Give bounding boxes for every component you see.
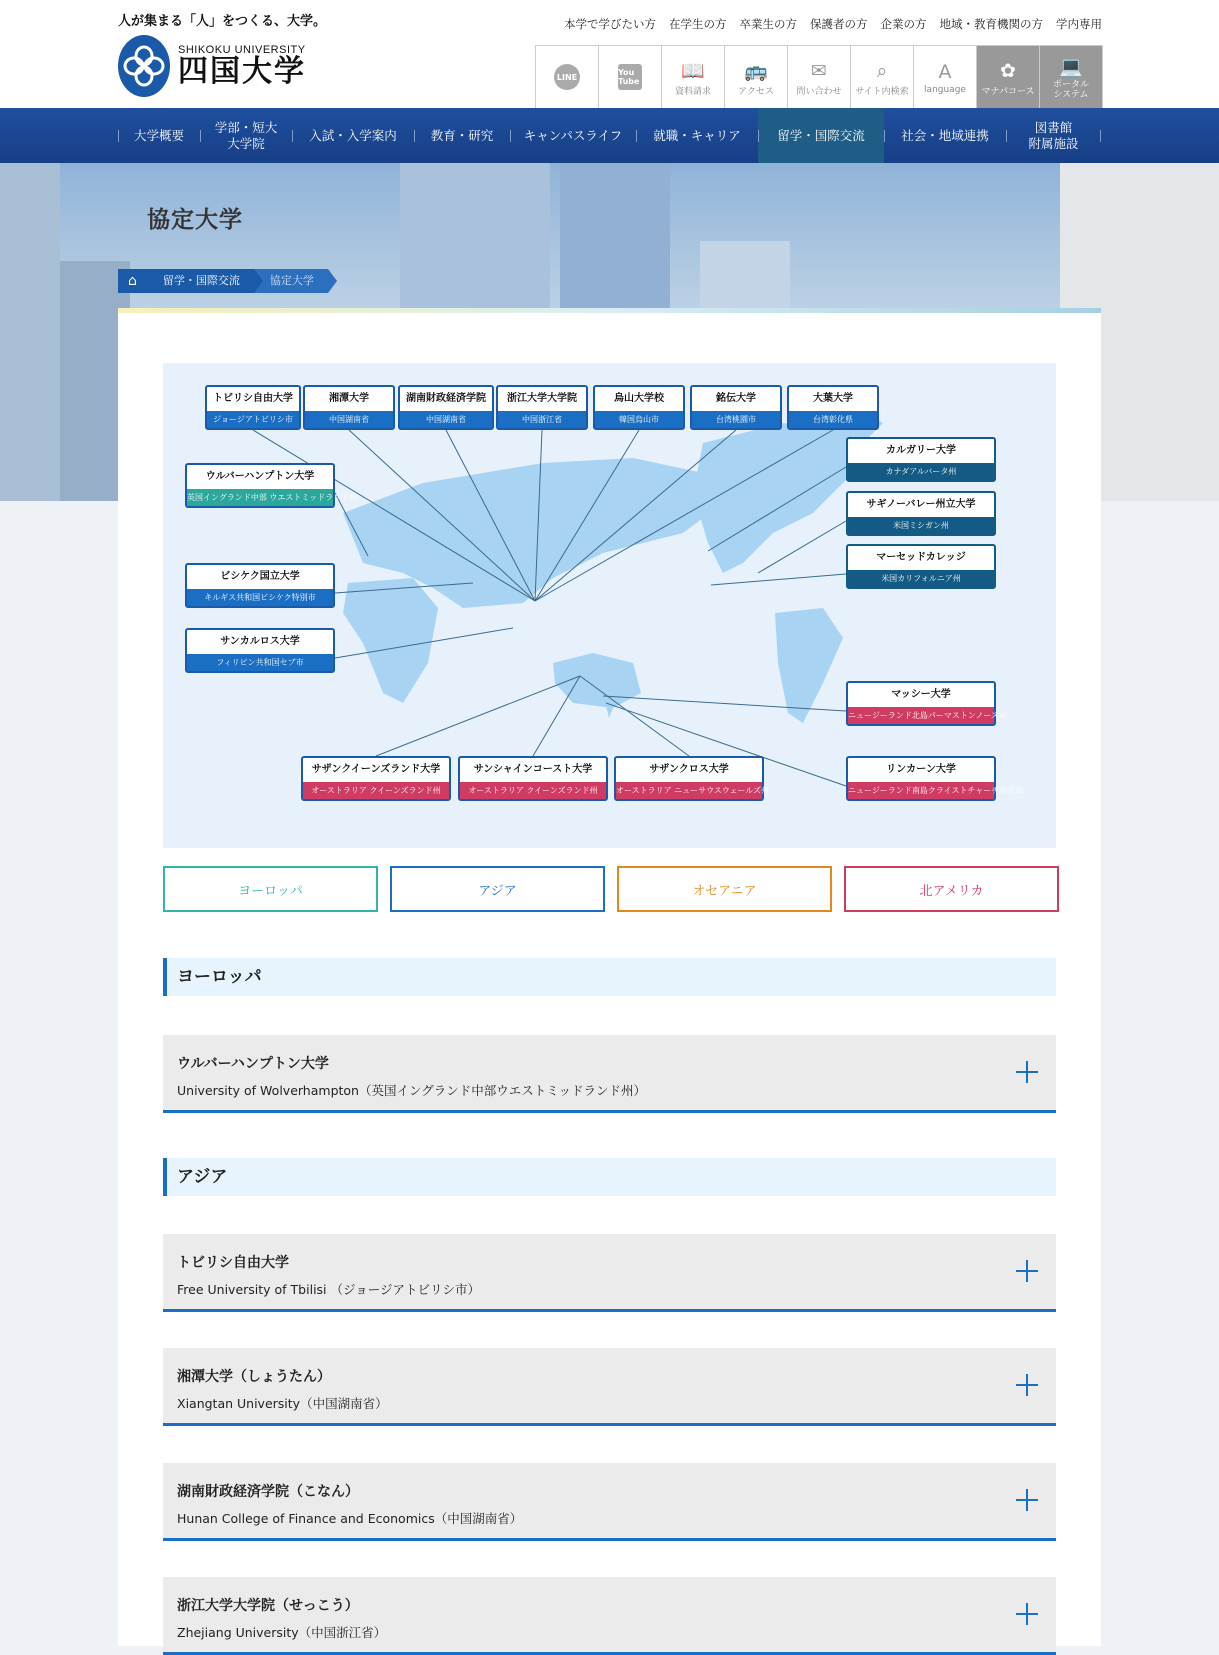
filter-europe-button[interactable]: ヨーロッパ [163, 866, 378, 912]
site-header [0, 0, 1219, 108]
site-logo[interactable] [118, 35, 306, 97]
youtube-button[interactable] [599, 45, 662, 108]
link-companies[interactable]: 企業の方 [880, 17, 927, 31]
university-emblem-icon [118, 35, 170, 97]
book-icon: 📖 [681, 59, 705, 82]
nav-item[interactable]: 図書館 附属施設 [1006, 108, 1101, 163]
filter-oceania-button[interactable]: オセアニア [617, 866, 832, 912]
breadcrumb-international[interactable]: 留学・国際交流 [147, 269, 254, 293]
accordion-item[interactable]: 湘潭大学（しょうたん） Xiangtan University（中国湖南省） [163, 1348, 1056, 1426]
breadcrumb [118, 269, 328, 293]
map-label-university[interactable]: サギノーバレー州立大学 米国ミシガン州 [846, 491, 996, 536]
search-icon: ⌕ [876, 59, 888, 82]
site-search-button[interactable]: ⌕ サイト内検索 [851, 45, 914, 108]
audience-links [564, 16, 1102, 32]
map-leader-line [533, 676, 580, 756]
map-leader-line [711, 574, 846, 585]
nav-item[interactable]: キャンパスライフ [510, 108, 636, 163]
map-label-university[interactable]: 烏山大学校 韓国烏山市 [593, 385, 685, 430]
youtube-icon: You Tube [618, 64, 642, 90]
map-label-university[interactable]: ウルバーハンプトン大学 英国イングランド中部 ウエストミッドランド州 [185, 463, 335, 508]
filter-asia-button[interactable]: アジア [390, 866, 605, 912]
link-students[interactable]: 在学生の方 [669, 17, 727, 31]
map-label-university[interactable]: 湖南財政経済学院 中国湖南省 [398, 385, 494, 430]
language-button[interactable]: A language [914, 45, 977, 108]
filter-north-america-button[interactable]: 北アメリカ [844, 866, 1059, 912]
global-nav [0, 108, 1219, 163]
logo-japanese: 四国大学 [178, 54, 306, 89]
region-filter [163, 866, 1059, 912]
plus-icon [1016, 1061, 1038, 1083]
section-heading-europe: ヨーロッパ [163, 958, 1056, 996]
main-content [118, 308, 1101, 1646]
africa-shape [343, 578, 438, 703]
accordion-item[interactable]: 湖南財政経済学院（こなん） Hunan College of Finance and Economics（中国湖南省） [163, 1463, 1056, 1541]
plus-icon [1016, 1374, 1038, 1396]
breadcrumb-current: 協定大学 [254, 269, 328, 293]
utility-icon-bar [535, 45, 1103, 108]
nav-item[interactable]: 入試・入学案内 [292, 108, 414, 163]
hero-gradient-strip [118, 308, 1101, 313]
accordion-item[interactable]: トビリシ自由大学 Free University of Tbilisi （ジョージアトビリシ市） [163, 1234, 1056, 1312]
link-alumni[interactable]: 卒業生の方 [739, 17, 797, 31]
brochure-button[interactable]: 📖 資料請求 [662, 45, 725, 108]
language-icon: A [938, 61, 952, 83]
logo-english: SHIKOKU UNIVERSITY [178, 44, 306, 56]
south-america-shape [775, 608, 843, 723]
link-parents[interactable]: 保護者の方 [810, 17, 868, 31]
nav-item[interactable]: 学部・短大 大学院 [200, 108, 292, 163]
continents [343, 403, 883, 723]
plus-icon [1016, 1603, 1038, 1625]
map-label-university[interactable]: サザンクイーンズランド大学 オーストラリア クイーンズランド州 [301, 756, 451, 801]
map-label-university[interactable]: サンカルロス大学 フィリピン共和国セブ市 [185, 628, 335, 673]
plus-icon [1016, 1260, 1038, 1282]
map-label-university[interactable]: サザンクロス大学 オーストラリア ニューサウスウェールズ州 [614, 756, 764, 801]
link-internal[interactable]: 学内専用 [1056, 17, 1102, 31]
nav-item[interactable]: 大学概要 [118, 108, 200, 163]
line-button[interactable] [536, 45, 599, 108]
map-label-university[interactable]: 湘潭大学 中国湖南省 [303, 385, 395, 430]
map-label-university[interactable]: 浙江大学大学院 中国浙江省 [496, 385, 588, 430]
map-label-university[interactable]: 大葉大学 台湾彰化県 [787, 385, 879, 430]
line-icon: LINE [554, 64, 580, 90]
manapa-course-button[interactable]: ✿ マナパコース [977, 45, 1040, 108]
map-label-university[interactable]: 銘伝大学 台湾桃園市 [690, 385, 782, 430]
nav-item[interactable]: 留学・国際交流 [758, 108, 884, 163]
laptop-icon: 💻 [1059, 56, 1083, 78]
page-title: 協定大学 [147, 207, 243, 233]
bus-icon: 🚌 [744, 59, 768, 82]
link-community[interactable]: 地域・教育機関の方 [939, 17, 1043, 31]
link-prospective[interactable]: 本学で学びたい方 [564, 17, 656, 31]
section-heading-asia: アジア [163, 1158, 1056, 1196]
accordion-item[interactable]: 浙江大学大学院（せっこう） Zhejiang University（中国浙江省） [163, 1577, 1056, 1655]
map-label-university[interactable]: マーセッドカレッジ 米国カリフォルニア州 [846, 544, 996, 589]
site-tagline: 人が集まる「人」をつくる、大学。 [118, 14, 327, 29]
map-label-university[interactable]: ビシケク国立大学 キルギス共和国ビシケク特別市 [185, 563, 335, 608]
home-icon[interactable]: ⌂ [118, 269, 147, 293]
portal-system-button[interactable]: 💻 ポータル システム [1040, 45, 1103, 108]
nav-item[interactable]: 社会・地域連携 [884, 108, 1006, 163]
map-label-university[interactable]: リンカーン大学 ニュージーランド南島クライストチャーチ市近郊 [846, 756, 996, 801]
mail-icon: ✉ [811, 59, 827, 82]
map-label-university[interactable]: カルガリー大学 カナダアルバータ州 [846, 437, 996, 482]
access-button[interactable]: 🚌 アクセス [725, 45, 788, 108]
plus-icon [1016, 1489, 1038, 1511]
map-label-university[interactable]: トビリシ自由大学 ジョージアトビリシ市 [205, 385, 301, 430]
accordion-item[interactable]: ウルバーハンプトン大学 University of Wolverhampton（英国イングランド中部ウエストミッドランド州） [163, 1035, 1056, 1113]
map-label-university[interactable]: マッシー大学 ニュージーランド北島パーマストンノース市 [846, 681, 996, 726]
manapa-icon: ✿ [1000, 59, 1016, 82]
partner-world-map [163, 363, 1056, 848]
map-label-university[interactable]: サンシャインコースト大学 オーストラリア クイーンズランド州 [458, 756, 608, 801]
nav-item[interactable]: 教育・研究 [414, 108, 510, 163]
nav-item[interactable]: 就職・キャリア [636, 108, 758, 163]
contact-button[interactable]: ✉ 問い合わせ [788, 45, 851, 108]
